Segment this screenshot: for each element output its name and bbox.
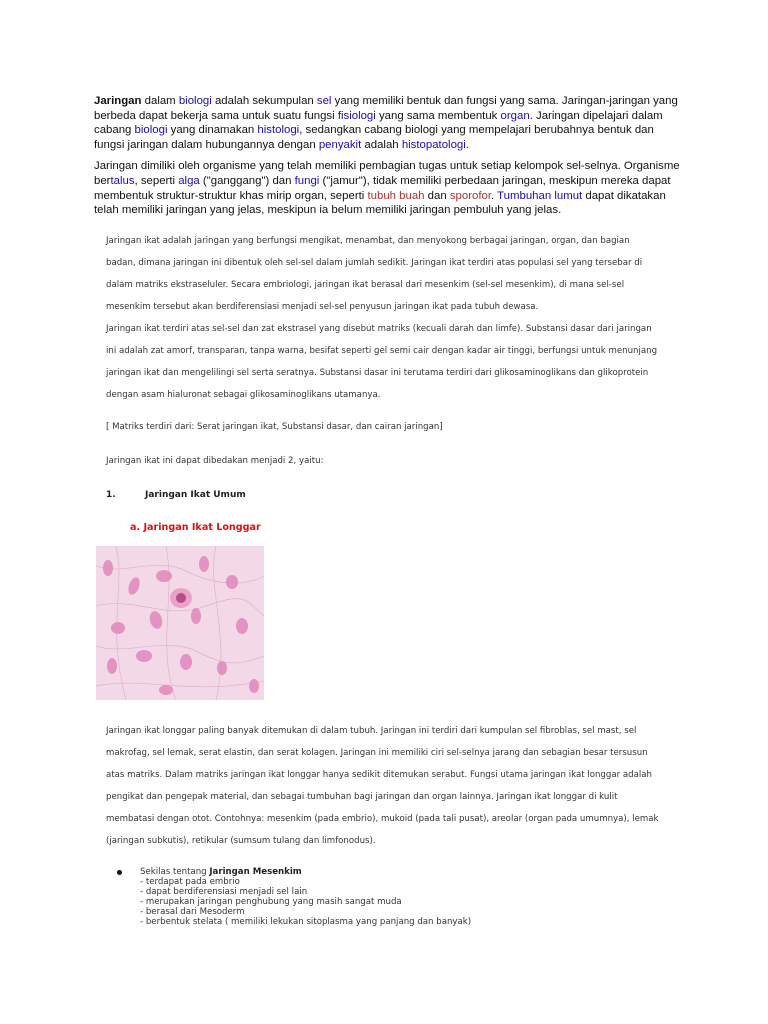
text-run: ("jamur"), tidak memiliki perbedaan jaringan, meskipun mereka dapat membentuk struktur-struktur khas mirip organ, seperti bbox=[94, 174, 671, 202]
body-line: Jaringan ikat terdiri atas sel-sel dan zat ekstrasel yang disebut matriks (kecuali darah dan limfe). Substansi dasar dari jaringan bbox=[106, 324, 652, 334]
intro-paragraph-2 bbox=[94, 159, 684, 217]
text-run: . bbox=[491, 189, 498, 202]
body-line: ini adalah zat amorf, transparan, tanpa warna, besifat seperti gel semi cair dengan kadar air tinggi, berfungsi untuk menunjang bbox=[106, 346, 658, 356]
text-run: dalam bbox=[141, 95, 179, 107]
text-run: , sedangkan cabang biologi yang mempelajari berubahnya bentuk dan fungsi jaringan dalam hubungannya dengan bbox=[94, 124, 654, 151]
text-run: dapat dikatakan telah memiliki jaringan yang jelas, meskipun ia belum memiliki jaringan pembuluh yang jelas. bbox=[94, 189, 666, 217]
body-line: dengan asam hialuronat sebagai glikosaminoglikans utamanya. bbox=[106, 390, 381, 400]
matriks-note: [ Matriks terdiri dari: Serat jaringan ikat, Substansi dasar, dan cairan jaringan] bbox=[106, 422, 443, 432]
longgar-line: makrofag, sel lemak, serat elastin, dan serat kolagen. Jaringan ini memiliki ciri sel-selnya jarang dan sebagian besar tersusun bbox=[106, 748, 648, 758]
text-run: ("ganggang") dan bbox=[199, 174, 295, 187]
wiki-link[interactable]: fisiologi bbox=[337, 109, 376, 122]
body-line: Jaringan ikat adalah jaringan yang berfungsi mengikat, menambat, dan menyokong berbagai jaringan, organ, dan bagian bbox=[106, 236, 630, 246]
wiki-link[interactable]: histopatologi bbox=[401, 138, 466, 151]
text-run: yang memiliki bentuk dan fungsi yang sama. Jaringan-jaringan yang berbeda dapat bekerja sama untuk suatu fungsi bbox=[94, 95, 678, 122]
body-line: mesenkim tersebut akan berdiferensiasi menjadi sel-sel penyusun jaringan ikat pada tubuh dewasa. bbox=[106, 302, 539, 312]
section-title: Jaringan Ikat Umum bbox=[145, 490, 246, 500]
tissue-micrograph-svg bbox=[96, 546, 264, 700]
text-run: . bbox=[465, 138, 469, 151]
body-line: jaringan ikat dan mengelilingi sel serta seratnya. Substansi dasar ini terutama terdiri dari glikosaminoglikans dan glikoprotein bbox=[106, 368, 649, 378]
dibedakan-line: Jaringan ikat ini dapat dibedakan menjadi 2, yaitu: bbox=[106, 456, 324, 466]
wiki-link[interactable]: fungi bbox=[294, 174, 320, 187]
wiki-link[interactable]: penyakit bbox=[318, 138, 362, 151]
longgar-line: pengikat dan pengepak material, dan sebagai tumbuhan bagi jaringan dan organ lainnya. Jaringan ikat longgar di kulit bbox=[106, 792, 618, 802]
mesenkim-title: Jaringan Mesenkim bbox=[209, 867, 302, 877]
wiki-link[interactable]: Tumbuhan lumut bbox=[497, 189, 583, 202]
longgar-line: (jaringan subkutis), retikular (sumsum tulang dan limfonodus). bbox=[106, 836, 376, 846]
wiki-link[interactable]: organ bbox=[500, 109, 530, 122]
text-run: , seperti bbox=[134, 174, 179, 187]
wiki-link[interactable]: talus bbox=[110, 174, 135, 187]
section-number: 1. bbox=[106, 490, 116, 500]
mesenkim-lead: Sekilas tentang bbox=[140, 867, 210, 877]
mesenkim-item: - terdapat pada embrio bbox=[140, 877, 240, 887]
text-run: yang sama membentuk bbox=[375, 109, 501, 122]
mesenkim-list bbox=[140, 867, 471, 927]
body-line: dalam matriks ekstraseluler. Secara embriologi, jaringan ikat berasal dari mesenkim (sel-sel mesenkim), di mana sel-sel bbox=[106, 280, 625, 290]
text-run: adalah bbox=[361, 138, 402, 151]
wiki-link[interactable]: tubuh buah bbox=[367, 189, 425, 202]
text-run: adalah sekumpulan bbox=[211, 95, 317, 107]
bullet-icon bbox=[117, 870, 122, 875]
wiki-link[interactable]: sporofor bbox=[449, 189, 492, 202]
mesenkim-item: - dapat berdiferensiasi menjadi sel lain bbox=[140, 887, 308, 897]
body-line: badan, dimana jaringan ini dibentuk oleh sel-sel dalam jumlah sedikit. Jaringan ikat terdiri atas populasi sel yang tersebar di bbox=[106, 258, 643, 268]
longgar-line: atas matriks. Dalam matriks jaringan ikat longgar hanya sedikit ditemukan serabut. Fungsi utama jaringan ikat longgar adalah bbox=[106, 770, 652, 780]
subsection-title: a. Jaringan Ikat Longgar bbox=[130, 522, 261, 533]
longgar-line: Jaringan ikat longgar paling banyak ditemukan di dalam tubuh. Jaringan ini terdiri dari kumpulan sel fibroblas, sel mast, sel bbox=[106, 726, 637, 736]
mesenkim-item: - berbentuk stelata ( memiliki lekukan sitoplasma yang panjang dan banyak) bbox=[140, 917, 472, 927]
mesenkim-item: - berasal dari Mesoderm bbox=[140, 907, 245, 917]
wiki-link[interactable]: biologi bbox=[134, 124, 168, 137]
mesenkim-item: - merupakan jaringan penghubung yang masih sangat muda bbox=[140, 897, 402, 907]
wiki-link[interactable]: sel bbox=[316, 95, 332, 107]
text-run: . Jaringan dipelajari dalam cabang bbox=[94, 109, 663, 137]
text-run: Jaringan dimiliki oleh organisme yang telah memiliki pembagian tugas untuk setiap kelompok sel-selnya. Organisme ber bbox=[94, 160, 680, 187]
bold-term: Jaringan bbox=[94, 95, 142, 107]
wiki-link[interactable]: histologi bbox=[257, 124, 300, 137]
tissue-micrograph bbox=[96, 546, 264, 700]
longgar-line: membatasi dengan otot. Contohnya: mesenkim (pada embrio), mukoid (pada tali pusat), areolar (organ pada umumnya), lemak bbox=[106, 814, 659, 824]
text-run: dan bbox=[424, 189, 450, 202]
mesenkim-heading bbox=[140, 867, 471, 877]
wiki-link[interactable]: biologi bbox=[178, 95, 212, 107]
intro-section bbox=[94, 94, 684, 225]
intro-paragraph-1 bbox=[94, 94, 684, 152]
text-run: yang dinamakan bbox=[167, 124, 258, 137]
wiki-link[interactable]: alga bbox=[178, 174, 200, 187]
